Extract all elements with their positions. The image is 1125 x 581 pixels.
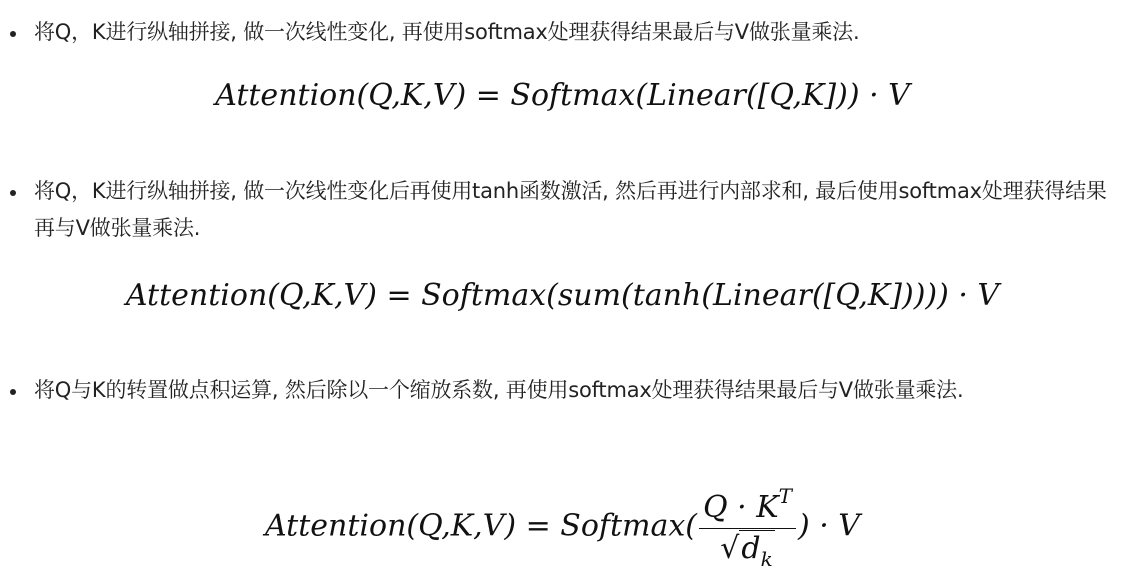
list-item [10, 13, 1115, 53]
list-item-text: 将Q，K进行纵轴拼接, 做一次线性变化, 再使用softmax处理获得结果最后与V做张量乘法. [34, 20, 860, 44]
fraction-denominator: $√d_k$ [720, 531, 773, 571]
attention-formula-concat-linear [0, 76, 1125, 116]
list-item-text: 将Q与K的转置做点积运算, 然后除以一个缩放系数, 再使用softmax处理获得结果最后与V做张量乘法. [34, 378, 964, 402]
bullet-dot [10, 31, 16, 37]
bullet-dot [10, 190, 16, 196]
sqrt-icon: √ [720, 531, 740, 566]
formula-prefix: Attention(Q,K,V) = Softmax( [265, 508, 697, 544]
attention-formula-scaled-dot-product [0, 478, 1125, 577]
fraction-numerator: $Q \cdot K^T$ [699, 478, 796, 529]
formula-text: Attention(Q,K,V) = Softmax(Linear([Q,K])) · V [215, 78, 910, 113]
list-item [10, 173, 1115, 253]
formula-suffix: ) · V [797, 508, 860, 544]
attention-formula-concat-tanh-sum [0, 276, 1125, 316]
list-item-text: 将Q，K进行纵轴拼接, 做一次线性变化后再使用tanh函数激活, 然后再进行内部求和, 最后使用softmax处理获得结果再与V做张量乘法. [34, 179, 1107, 240]
list-item [10, 372, 1115, 452]
bullet-dot [10, 389, 16, 395]
formula-text: Attention(Q,K,V) = Softmax(sum(tanh(Linear([Q,K])))) · V [125, 278, 1000, 313]
fraction [699, 478, 796, 577]
